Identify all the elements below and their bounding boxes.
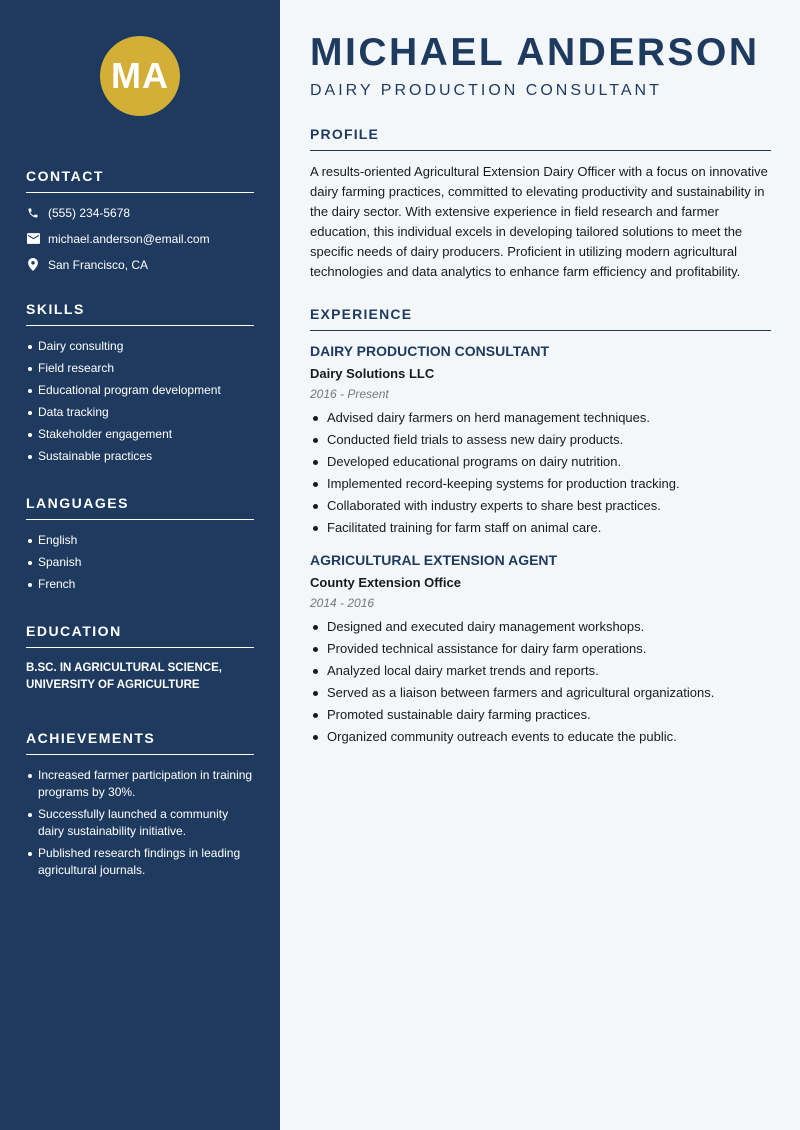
- job-company: Dairy Solutions LLC: [310, 366, 435, 381]
- job-bullet: Facilitated training for farm staff on animal care.: [310, 520, 771, 536]
- skill-item: Data tracking: [26, 404, 254, 421]
- achievements-section: [26, 730, 254, 879]
- job-bullets: [310, 410, 771, 536]
- skill-item: Field research: [26, 360, 254, 377]
- job-title: DAIRY PRODUCTION CONSULTANT: [310, 343, 550, 359]
- education-degree: B.SC. IN AGRICULTURAL SCIENCE, UNIVERSITY OF AGRICULTURE: [26, 662, 222, 691]
- languages-list: [26, 532, 254, 593]
- job-bullet: Analyzed local dairy market trends and reports.: [310, 663, 771, 679]
- contact-email: [26, 231, 254, 246]
- achievement-item: Published research findings in leading agricultural journals.: [26, 845, 254, 879]
- profile-section: [310, 126, 771, 282]
- skills-section: [26, 301, 254, 465]
- skill-item: Educational program development: [26, 382, 254, 399]
- job-bullet: Promoted sustainable dairy farming practices.: [310, 707, 771, 723]
- job-bullet: Developed educational programs on dairy nutrition.: [310, 454, 771, 470]
- contact-location: [26, 257, 254, 272]
- job-dates: 2016 - Present: [310, 387, 389, 401]
- job-bullet: Conducted field trials to assess new dairy products.: [310, 432, 771, 448]
- achievements-list: [26, 767, 254, 879]
- job-bullet: Advised dairy farmers on herd management techniques.: [310, 410, 771, 426]
- achievements-heading: ACHIEVEMENTS: [26, 730, 254, 755]
- job-bullet: Served as a liaison between farmers and agricultural organizations.: [310, 685, 771, 701]
- email-text[interactable]: michael.anderson@email.com: [48, 231, 210, 246]
- job-entry: [310, 552, 771, 745]
- achievement-item: Successfully launched a community dairy sustainability initiative.: [26, 806, 254, 840]
- main-content: [280, 0, 800, 1130]
- job-title: AGRICULTURAL EXTENSION AGENT: [310, 552, 558, 568]
- candidate-name: MICHAEL ANDERSON: [310, 31, 760, 74]
- phone-text[interactable]: (555) 234-5678: [48, 205, 131, 220]
- job-dates: 2014 - 2016: [310, 596, 375, 610]
- job-entry: [310, 343, 771, 536]
- education-section: [26, 623, 254, 694]
- contact-phone: [26, 205, 254, 220]
- skills-list: [26, 338, 254, 465]
- skill-item: Sustainable practices: [26, 448, 254, 465]
- job-bullet: Implemented record-keeping systems for production tracking.: [310, 476, 771, 492]
- education-heading: EDUCATION: [26, 623, 254, 648]
- candidate-title: DAIRY PRODUCTION CONSULTANT: [310, 82, 662, 99]
- contact-section: [26, 168, 254, 272]
- languages-heading: LANGUAGES: [26, 495, 254, 520]
- profile-heading: PROFILE: [310, 126, 771, 151]
- job-bullets: [310, 619, 771, 745]
- location-pin-icon: [26, 258, 40, 272]
- language-item: French: [26, 576, 254, 593]
- skill-item: Dairy consulting: [26, 338, 254, 355]
- phone-icon: [26, 206, 40, 220]
- language-item: Spanish: [26, 554, 254, 571]
- experience-section: [310, 306, 771, 745]
- achievement-item: Increased farmer participation in training programs by 30%.: [26, 767, 254, 801]
- language-item: English: [26, 532, 254, 549]
- languages-section: [26, 495, 254, 593]
- avatar: MA: [100, 36, 180, 116]
- sidebar: [0, 0, 280, 1130]
- job-company: County Extension Office: [310, 575, 461, 590]
- experience-heading: EXPERIENCE: [310, 306, 771, 331]
- skills-heading: SKILLS: [26, 301, 254, 326]
- contact-heading: CONTACT: [26, 168, 254, 193]
- job-bullet: Designed and executed dairy management workshops.: [310, 619, 771, 635]
- job-bullet: Provided technical assistance for dairy farm operations.: [310, 641, 771, 657]
- job-bullet: Collaborated with industry experts to share best practices.: [310, 498, 771, 514]
- skill-item: Stakeholder engagement: [26, 426, 254, 443]
- profile-text: A results-oriented Agricultural Extension Dairy Officer with a focus on innovative dairy farming practices, committed to elevating productivity and sustainability in the dairy sector. With extensive experience in field research and farmer education, this individual excels in developing tailored solutions to meet the specific needs of dairy producers. Proficient in utilizing modern agricultural technologies and data analytics to enhance farm efficiency and profitability.: [310, 164, 768, 279]
- location-text: San Francisco, CA: [48, 257, 149, 272]
- job-bullet: Organized community outreach events to educate the public.: [310, 729, 771, 745]
- email-icon: [26, 232, 40, 246]
